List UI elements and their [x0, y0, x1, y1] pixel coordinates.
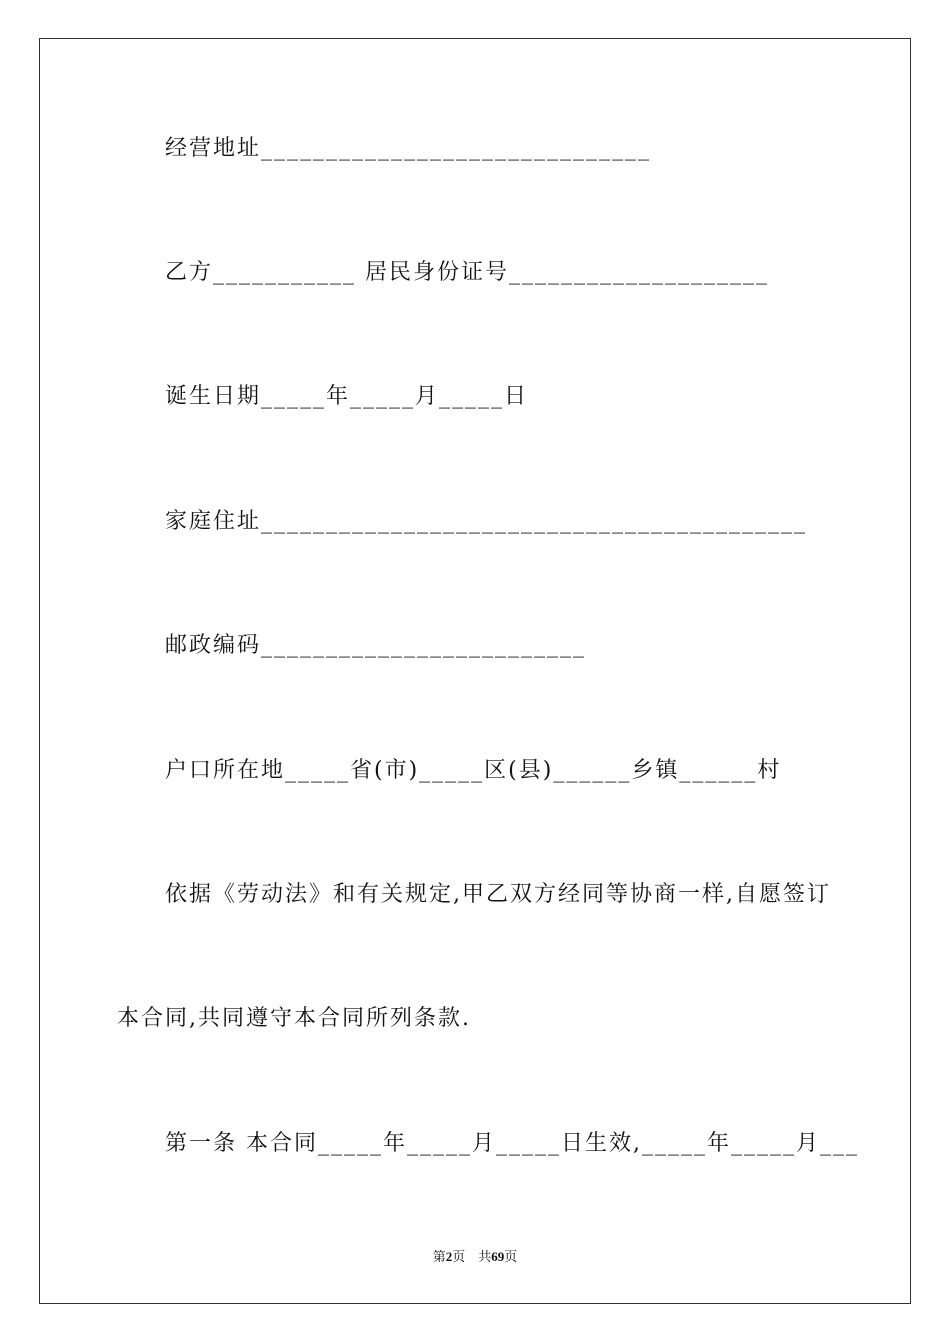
household-registration-line: 户口所在地_____省(市)_____区(县)______乡镇______村 [165, 758, 782, 783]
footer-middle: 页 共 [452, 1249, 492, 1264]
agreement-paragraph-line-1: 依据《劳动法》和有关规定,甲乙双方经同等协商一样,自愿签订 [165, 882, 831, 907]
birth-date-line: 诞生日期_____年_____月_____日 [165, 384, 529, 409]
article-one-line: 第一条 本合同_____年_____月_____日生效,_____年_____月___ [165, 1131, 859, 1156]
footer-total-pages: 69 [491, 1249, 505, 1264]
footer-suffix: 页 [504, 1249, 518, 1264]
home-address-line: 家庭住址__________________________________________ [165, 509, 808, 534]
footer-page-number: 2 [445, 1249, 453, 1264]
party-b-id-line: 乙方___________ 居民身份证号____________________ [165, 260, 769, 285]
footer-prefix: 第 [432, 1249, 446, 1264]
page-footer [0, 1246, 950, 1265]
business-address-line: 经营地址______________________________ [165, 136, 652, 161]
page-frame [39, 38, 911, 1304]
agreement-paragraph-line-2: 本合同,共同遵守本合同所列条款. [117, 1006, 471, 1031]
postal-code-line: 邮政编码_________________________ [165, 633, 587, 658]
